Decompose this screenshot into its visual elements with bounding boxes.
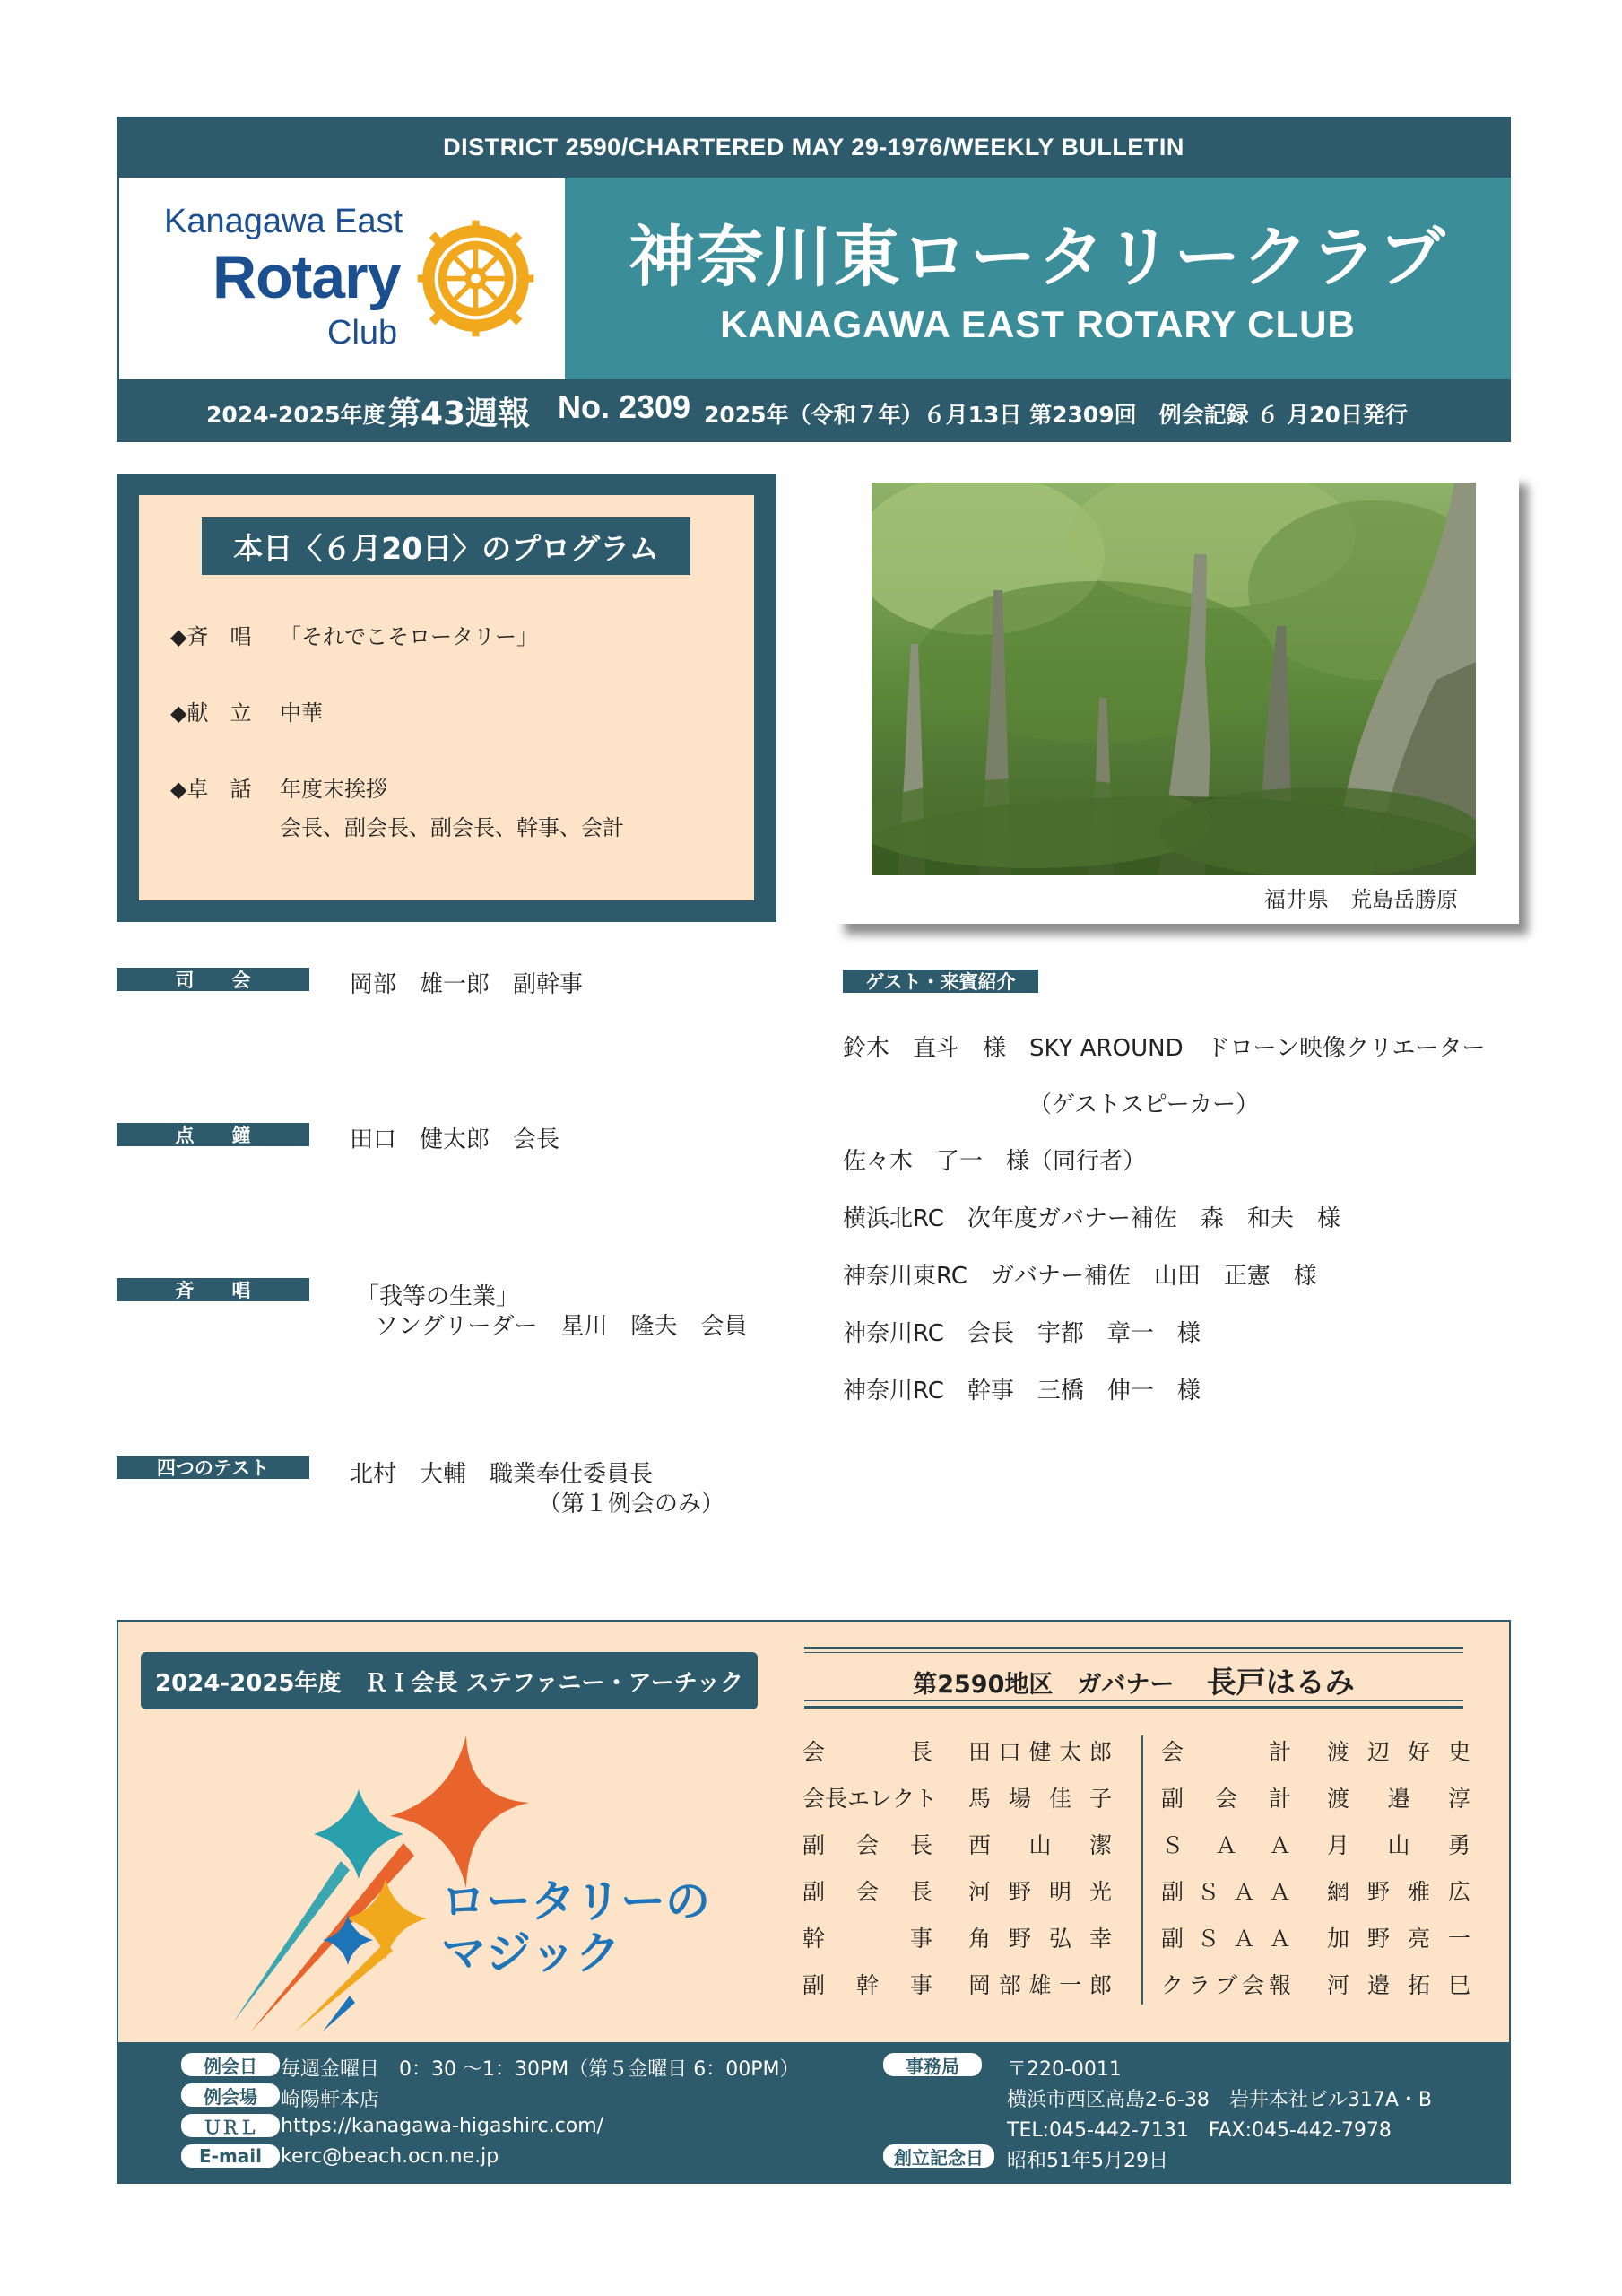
meeting-day: 毎週金曜日 0：30 〜1：30PM（第５金曜日 6：00PM） — [281, 2058, 800, 2081]
role-value: 岡部 雄一郎 副幹事 — [350, 971, 584, 998]
officer-title: 幹 事 — [802, 1926, 932, 1952]
officer-title: Ｓ Ａ Ａ — [1161, 1832, 1291, 1858]
officer-name: 月 山 勇 — [1327, 1832, 1470, 1858]
email-tag: E-mail — [181, 2144, 280, 2168]
program-item-label: ◆卓 話 — [170, 777, 252, 802]
officer-name: 馬 場 佳 子 — [968, 1786, 1112, 1812]
officer-name: 西 山 潔 — [968, 1832, 1112, 1858]
officer-row — [802, 1829, 1112, 1859]
officer-name: 渡 辺 好 史 — [1327, 1739, 1470, 1765]
officer-title: 会 長 エ レ ク ト — [802, 1786, 938, 1812]
officer-row — [1161, 1829, 1470, 1859]
officer-title: 会 長 — [802, 1739, 932, 1765]
guest-line: 神奈川RC 会長 宇都 章一 様 — [843, 1320, 1201, 1347]
officer-title: 副 会 計 — [1161, 1786, 1291, 1812]
logo-line3: Club — [327, 314, 398, 352]
officer-row — [802, 1735, 1112, 1766]
club-name-en: KANAGAWA EAST ROTARY CLUB — [720, 303, 1356, 345]
magic-line1: ロータリーの — [441, 1875, 710, 1927]
guest-label: ゲスト・来賓紹介 — [843, 970, 1038, 993]
governor-line — [804, 1659, 1463, 1701]
officer-name: 河 野 明 光 — [968, 1879, 1112, 1905]
role-value: （第１例会のみ） — [538, 1491, 725, 1518]
ri-president-label: 2024-2025年度 ＲＩ会長 ステファニー・アーチック — [141, 1652, 758, 1709]
venue: 崎陽軒本店 — [281, 2089, 380, 2111]
officer-row — [1161, 1735, 1470, 1766]
program-item-value: 年度末挨拶 — [280, 777, 387, 802]
website-link[interactable]: https://kanagawa-higashirc.com/ — [281, 2115, 604, 2137]
program-item-label: ◆斉 唱 — [170, 624, 252, 649]
guest-line: 神奈川RC 幹事 三橋 伸一 様 — [843, 1378, 1201, 1405]
officer-row — [802, 1875, 1112, 1906]
program-item-value: 「それでこそロータリー」 — [280, 624, 538, 649]
guest-line: 佐々木 了一 様（同行者） — [843, 1148, 1147, 1175]
url-tag: ＵＲＬ — [181, 2114, 280, 2137]
role-label: 斉 唱 — [117, 1278, 309, 1301]
venue-tag: 例会場 — [181, 2083, 280, 2107]
guest-line: 横浜北RC 次年度ガバナー補佐 森 和夫 様 — [843, 1205, 1340, 1232]
divider — [804, 1700, 1463, 1701]
officer-row — [1161, 1782, 1470, 1813]
officer-title: 副 Ｓ Ａ Ａ — [1161, 1879, 1291, 1905]
guest-line: （ゲストスピーカー） — [1028, 1091, 1260, 1118]
role-value: 田口 健太郎 会長 — [350, 1126, 560, 1153]
governor-name: 長戸はるみ — [1206, 1665, 1355, 1700]
role-label: 四つのテスト — [117, 1456, 309, 1479]
office-tag: 事務局 — [883, 2053, 982, 2076]
officer-title: 副 幹 事 — [802, 1972, 932, 1998]
postal-code: 〒220-0011 — [1007, 2058, 1122, 2081]
role-label: 点 鐘 — [117, 1123, 309, 1146]
program-item-label: ◆献 立 — [170, 700, 252, 726]
issue-date: 2025年（令和７年）６月13日 第2309回 例会記録 ６ 月20日発行 — [704, 402, 1408, 428]
founded-date: 昭和51年5月29日 — [1007, 2150, 1168, 2172]
rotary-wheel-icon — [415, 218, 536, 339]
officer-name: 網 野 雅 広 — [1327, 1879, 1470, 1905]
guest-line: 鈴木 直斗 様 SKY AROUND ドローン映像クリエーター — [843, 1035, 1486, 1062]
meeting-day-tag: 例会日 — [181, 2053, 280, 2076]
photo-caption: 福井県 荒島岳勝原 — [1264, 887, 1458, 912]
logo-line2: Rotary — [213, 243, 401, 311]
role-value: ソングリーダー 星川 隆夫 会員 — [375, 1313, 748, 1340]
magic-theme-text — [441, 1876, 710, 1979]
fiscal-year: 2024-2025年度 — [206, 402, 386, 428]
club-logo — [117, 178, 568, 379]
officer-name: 角 野 弘 幸 — [968, 1926, 1112, 1952]
bulletin-number: No. 2309 — [558, 388, 691, 425]
officer-title: 会 計 — [1161, 1739, 1291, 1765]
divider — [804, 1652, 1463, 1653]
officer-row — [802, 1969, 1112, 1999]
officer-row — [1161, 1922, 1470, 1952]
header-title-panel — [565, 178, 1511, 379]
officer-title: 副 会 長 — [802, 1879, 932, 1905]
officer-name: 河 邉 拓 巳 — [1327, 1972, 1470, 1998]
tel-fax: TEL:045-442-7131 FAX:045-442-7978 — [1007, 2119, 1392, 2142]
divider — [804, 1706, 1463, 1709]
founded-tag: 創立記念日 — [883, 2144, 994, 2168]
program-speech-detail: 会長、副会長、副会長、幹事、会計 — [280, 815, 624, 840]
club-name-jp: 神奈川東ロータリークラブ — [629, 219, 1447, 296]
governor-prefix: 第2590地区 ガバナー — [913, 1671, 1175, 1699]
issue-info-bar — [117, 379, 1511, 442]
header-banner: DISTRICT 2590/CHARTERED MAY 29-1976/WEEKLY BULLETIN — [117, 117, 1511, 178]
officer-name: 加 野 亮 一 — [1327, 1926, 1470, 1952]
officer-row — [1161, 1969, 1470, 1999]
role-value: 北村 大輔 職業奉仕委員長 — [350, 1461, 654, 1488]
guest-line: 神奈川東RC ガバナー補佐 山田 正憲 様 — [843, 1263, 1317, 1290]
officer-row — [802, 1922, 1112, 1952]
officer-title: ク ラ ブ 会 報 — [1161, 1972, 1291, 1998]
officer-title: 副 Ｓ Ａ Ａ — [1161, 1926, 1291, 1952]
role-value: 「我等の生業」 — [356, 1283, 520, 1310]
program-title: 本日〈６月20日〉のプログラム — [202, 517, 690, 575]
officers-divider — [1141, 1735, 1143, 2005]
officer-row — [802, 1782, 1112, 1813]
role-label: 司 会 — [117, 968, 309, 991]
divider — [804, 1647, 1463, 1649]
email-link[interactable]: kerc@beach.ocn.ne.jp — [281, 2145, 499, 2168]
officer-title: 副 会 長 — [802, 1832, 932, 1858]
magic-line2: マジック — [441, 1926, 620, 1979]
address: 横浜市西区高島2-6-38 岩井本社ビル317A・B — [1007, 2089, 1433, 2111]
footer — [117, 2044, 1511, 2184]
officer-name: 岡 部 雄 一 郎 — [968, 1972, 1112, 1998]
program-item-value: 中華 — [280, 700, 323, 726]
officer-name: 田 口 健 太 郎 — [968, 1739, 1112, 1765]
forest-photo — [872, 483, 1476, 875]
logo-line1: Kanagawa East — [164, 203, 403, 240]
officer-row — [1161, 1875, 1470, 1906]
week-number: 第43週報 — [388, 396, 531, 432]
officer-name: 渡 邉 淳 — [1327, 1786, 1470, 1812]
